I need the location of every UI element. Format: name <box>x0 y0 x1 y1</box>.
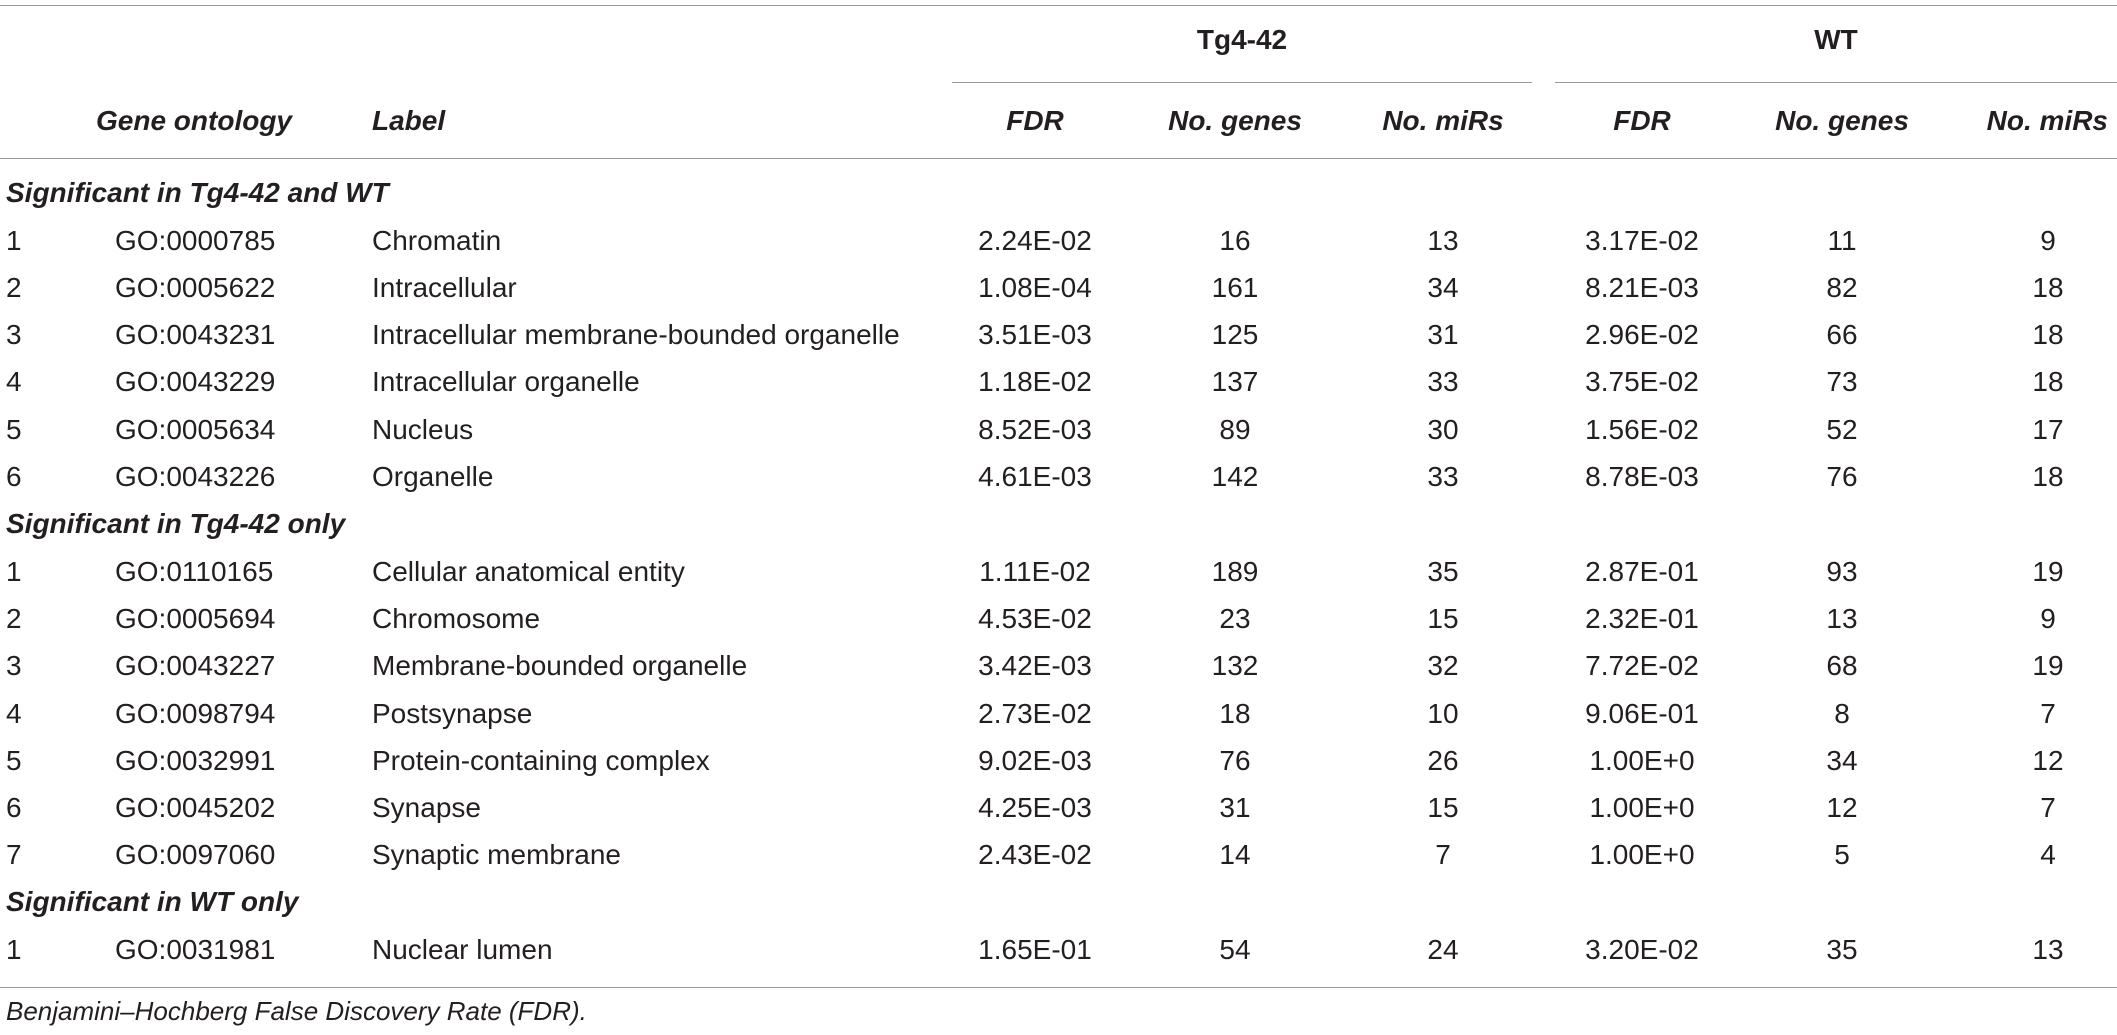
tg-genes: 137 <box>1211 366 1259 397</box>
go-label: Organelle <box>372 461 494 492</box>
tg-fdr: 2.24E-02 <box>978 225 1092 256</box>
go-label: Chromatin <box>372 225 502 256</box>
column-header-wt-fdr: FDR <box>1613 105 1671 136</box>
tg-mirs: 32 <box>1427 650 1459 681</box>
tg-genes: 161 <box>1211 272 1259 303</box>
tg-genes: 142 <box>1211 461 1259 492</box>
wt-genes: 8 <box>1834 698 1850 729</box>
tg-fdr: 3.51E-03 <box>978 319 1092 350</box>
column-header-tg-genes: No. genes <box>1168 105 1302 136</box>
go-id: GO:0005622 <box>115 272 276 303</box>
tg-mirs: 33 <box>1427 366 1459 397</box>
row-index: 4 <box>6 698 22 729</box>
go-id: GO:0032991 <box>115 745 276 776</box>
tg-fdr: 2.73E-02 <box>978 698 1092 729</box>
row-index: 7 <box>6 839 22 870</box>
wt-fdr: 1.00E+0 <box>1589 792 1695 823</box>
wt-fdr: 3.17E-02 <box>1585 225 1699 256</box>
go-id: GO:0000785 <box>115 225 276 256</box>
wt-mirs: 19 <box>2032 556 2064 587</box>
wt-fdr: 1.00E+0 <box>1589 839 1695 870</box>
wt-fdr: 8.78E-03 <box>1585 461 1699 492</box>
go-label: Protein-containing complex <box>372 745 710 776</box>
go-label: Synaptic membrane <box>372 839 622 870</box>
tg-genes: 18 <box>1219 698 1251 729</box>
tg-group-rule <box>952 82 1532 83</box>
tg-mirs: 15 <box>1427 603 1459 634</box>
section-title: Significant in Tg4-42 and WT <box>6 177 389 208</box>
group-header-wt: WT <box>1814 24 1858 55</box>
tg-fdr: 4.53E-02 <box>978 603 1092 634</box>
wt-mirs: 7 <box>2040 792 2056 823</box>
wt-mirs: 18 <box>2032 366 2064 397</box>
wt-fdr: 2.87E-01 <box>1585 556 1699 587</box>
wt-mirs: 4 <box>2040 839 2056 870</box>
wt-genes: 11 <box>1827 225 1857 256</box>
tg-fdr: 2.43E-02 <box>978 839 1092 870</box>
wt-mirs: 18 <box>2032 461 2064 492</box>
go-label: Cellular anatomical entity <box>372 556 685 587</box>
tg-genes: 132 <box>1211 650 1259 681</box>
go-label: Membrane-bounded organelle <box>372 650 748 681</box>
tg-fdr: 4.61E-03 <box>978 461 1092 492</box>
column-header-label: Label <box>372 105 446 136</box>
column-header-tg-mirs: No. miRs <box>1382 105 1504 136</box>
wt-fdr: 2.32E-01 <box>1585 603 1699 634</box>
row-index: 5 <box>6 414 22 445</box>
tg-fdr: 1.65E-01 <box>978 934 1092 965</box>
row-index: 3 <box>6 319 22 350</box>
wt-genes: 35 <box>1826 934 1858 965</box>
wt-genes: 34 <box>1826 745 1858 776</box>
row-index: 3 <box>6 650 22 681</box>
tg-genes: 89 <box>1219 414 1251 445</box>
tg-mirs: 24 <box>1427 934 1459 965</box>
column-header-wt-genes: No. genes <box>1775 105 1909 136</box>
tg-fdr: 1.08E-04 <box>978 272 1092 303</box>
wt-genes: 82 <box>1826 272 1858 303</box>
column-header-tg-fdr: FDR <box>1006 105 1064 136</box>
row-index: 1 <box>6 934 22 965</box>
wt-mirs: 19 <box>2032 650 2064 681</box>
tg-mirs: 34 <box>1427 272 1459 303</box>
wt-genes: 13 <box>1826 603 1858 634</box>
wt-genes: 66 <box>1826 319 1858 350</box>
tg-fdr: 8.52E-03 <box>978 414 1092 445</box>
tg-genes: 14 <box>1219 839 1251 870</box>
group-header-tg4-42: Tg4-42 <box>1196 24 1288 55</box>
row-index: 6 <box>6 461 22 492</box>
go-label: Nucleus <box>372 414 474 445</box>
wt-group-rule <box>1555 82 2117 83</box>
go-label: Intracellular organelle <box>372 366 640 397</box>
wt-fdr: 7.72E-02 <box>1585 650 1699 681</box>
go-id: GO:0098794 <box>115 698 276 729</box>
tg-mirs: 7 <box>1435 839 1451 870</box>
wt-genes: 93 <box>1826 556 1858 587</box>
tg-fdr: 1.11E-02 <box>979 556 1091 587</box>
row-index: 5 <box>6 745 22 776</box>
wt-fdr: 1.00E+0 <box>1589 745 1695 776</box>
column-header-gene-ontology: Gene ontology <box>96 105 292 136</box>
tg-mirs: 10 <box>1427 698 1459 729</box>
row-index: 6 <box>6 792 22 823</box>
row-index: 4 <box>6 366 22 397</box>
tg-fdr: 4.25E-03 <box>978 792 1092 823</box>
wt-genes: 12 <box>1826 792 1858 823</box>
tg-fdr: 3.42E-03 <box>978 650 1092 681</box>
tg-genes: 54 <box>1219 934 1251 965</box>
row-index: 2 <box>6 272 22 303</box>
go-label: Postsynapse <box>372 698 533 729</box>
go-id: GO:0031981 <box>115 934 276 965</box>
go-label: Intracellular <box>372 272 517 303</box>
wt-genes: 73 <box>1826 366 1858 397</box>
go-id: GO:0110165 <box>115 556 274 587</box>
go-label: Chromosome <box>372 603 541 634</box>
tg-fdr: 1.18E-02 <box>978 366 1092 397</box>
go-id: GO:0005694 <box>115 603 276 634</box>
tg-genes: 125 <box>1211 319 1259 350</box>
wt-fdr: 9.06E-01 <box>1585 698 1699 729</box>
tg-genes: 16 <box>1219 225 1251 256</box>
wt-mirs: 17 <box>2032 414 2064 445</box>
wt-mirs: 13 <box>2032 934 2064 965</box>
tg-mirs: 15 <box>1427 792 1459 823</box>
table-footnote: Benjamini–Hochberg False Discovery Rate (FDR). <box>6 996 587 1026</box>
tg-genes: 31 <box>1219 792 1251 823</box>
column-header-wt-mirs: No. miRs <box>1986 105 2108 136</box>
tg-genes: 76 <box>1219 745 1251 776</box>
wt-mirs: 18 <box>2032 272 2064 303</box>
go-id: GO:0043226 <box>115 461 276 492</box>
wt-mirs: 9 <box>2040 603 2056 634</box>
wt-genes: 76 <box>1826 461 1858 492</box>
tg-mirs: 26 <box>1427 745 1459 776</box>
bottom-rule <box>0 987 2117 988</box>
wt-genes: 52 <box>1826 414 1858 445</box>
tg-mirs: 30 <box>1427 414 1459 445</box>
go-id: GO:0005634 <box>115 414 276 445</box>
go-id: GO:0043231 <box>115 319 276 350</box>
tg-mirs: 35 <box>1427 556 1459 587</box>
section-title: Significant in Tg4-42 only <box>6 508 346 539</box>
tg-mirs: 13 <box>1427 225 1459 256</box>
wt-fdr: 2.96E-02 <box>1585 319 1699 350</box>
row-index: 2 <box>6 603 22 634</box>
go-label: Nuclear lumen <box>372 934 553 965</box>
wt-mirs: 18 <box>2032 319 2064 350</box>
tg-genes: 189 <box>1211 556 1259 587</box>
tg-mirs: 33 <box>1427 461 1459 492</box>
go-label: Intracellular membrane-bounded organelle <box>372 319 900 350</box>
go-id: GO:0043227 <box>115 650 276 681</box>
go-id: GO:0097060 <box>115 839 276 870</box>
header-rule <box>0 158 2117 159</box>
wt-mirs: 12 <box>2032 745 2064 776</box>
row-index: 1 <box>6 225 22 256</box>
go-id: GO:0045202 <box>115 792 276 823</box>
tg-mirs: 31 <box>1427 319 1459 350</box>
top-rule <box>0 5 2117 6</box>
go-id: GO:0043229 <box>115 366 276 397</box>
wt-fdr: 3.20E-02 <box>1585 934 1699 965</box>
wt-fdr: 1.56E-02 <box>1585 414 1699 445</box>
wt-mirs: 7 <box>2040 698 2056 729</box>
wt-mirs: 9 <box>2040 225 2056 256</box>
wt-genes: 5 <box>1834 839 1850 870</box>
wt-genes: 68 <box>1826 650 1858 681</box>
tg-genes: 23 <box>1219 603 1251 634</box>
row-index: 1 <box>6 556 22 587</box>
wt-fdr: 3.75E-02 <box>1585 366 1699 397</box>
section-title: Significant in WT only <box>6 886 299 917</box>
go-label: Synapse <box>372 792 481 823</box>
tg-fdr: 9.02E-03 <box>978 745 1092 776</box>
wt-fdr: 8.21E-03 <box>1585 272 1699 303</box>
